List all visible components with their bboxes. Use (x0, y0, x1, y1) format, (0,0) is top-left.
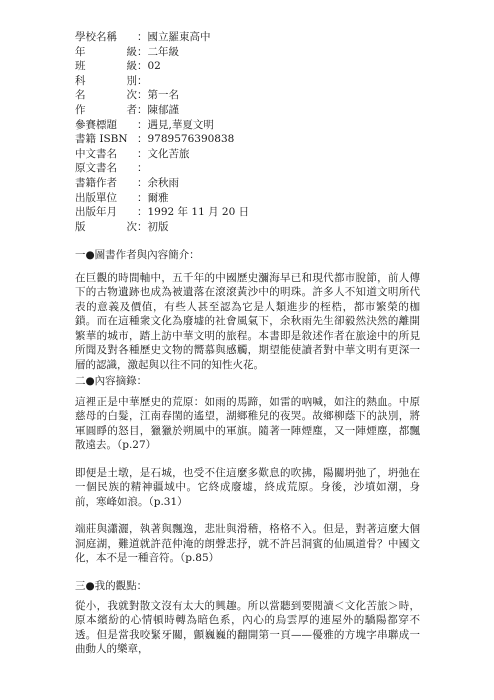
document-page (75, 30, 420, 670)
meta-value: 余秋雨 (147, 176, 179, 189)
meta-value: 遇見,華夏文明 (147, 118, 214, 131)
meta-edition: 版 次 ： 初版 (75, 220, 169, 233)
meta-value: 二年級 (147, 45, 179, 58)
meta-publisher: 出版單位 ： 爾雅 (75, 191, 169, 204)
meta-grade: 年 級 ： 二年級 (75, 45, 179, 58)
meta-label: 版 次 (75, 220, 137, 233)
meta-value: 1992 年 11 月 20 日 (147, 206, 250, 219)
meta-value: 國立羅東高中 (147, 31, 211, 43)
meta-value: 02 (147, 60, 161, 73)
meta-value: 第一名 (147, 89, 179, 102)
meta-label: 科 別 (75, 74, 137, 87)
meta-entry-title: 參賽標題 ： 遇見,華夏文明 (75, 118, 214, 131)
excerpt-paragraph: 端莊與瀟灑，執著與飄逸，悲壯與滑稽，格格不入。但是，對著這麼大個洞庭湖，難道就許范仲淹的朗聲悲抒，就不許呂洞賓的仙風道骨？中國文化，本不是一種音符。（p.85） (75, 523, 420, 565)
meta-label: 作 者 (75, 103, 137, 116)
meta-label: 出版單位 (75, 191, 117, 204)
excerpt-paragraph: 這裡正是中華歷史的荒原：如雨的馬蹄，如雷的吶喊，如注的熱血。中原慈母的白髮，江南春閨的遙望，湖鄉稚兒的夜哭。故鄉柳蔭下的訣別，將軍圓睜的怒目，獵獵於朔風中的軍旗。隨著一陣煙塵，又一陣煙塵，都飄散遠去。（p.27） (75, 395, 420, 452)
meta-label: 出版年月 (75, 206, 117, 219)
meta-isbn: 書籍 ISBN ： 9789576390838 (75, 133, 235, 146)
meta-value: 文化苦旅 (147, 147, 190, 160)
meta-label: 學校名稱 (75, 31, 117, 43)
meta-value: 初版 (147, 220, 169, 233)
meta-label: 名 次 (75, 89, 137, 102)
meta-publish-date: 出版年月 ： 1992 年 11 月 20 日 (75, 206, 250, 219)
intro-paragraph: 在巨觀的時間軸中，五千年的中國歷史瀰海早已和現代都市脫節，前人傳下的古物遺跡也成為被遺落在滾滾黃沙中的明珠。許多人不知道文明所代表的意義及價值，有些人甚至認為它是人類進步的桎梏，都市繁榮的枷鎖。而在這種衆文化為廢墟的社會風氣下，余秋雨先生卻毅然決然的離開繁華的城市，踏上訪中華文明的旅程。本書即是敘述作者在旅途中的所見所聞及對各種歷史文物的嚮慕與感觸，期望能使讀者對中華文明有更深一層的認識，激起與以往不同的知性火花。 (75, 271, 420, 371)
meta-original-title: 原文書名 ： (75, 162, 148, 175)
meta-department: 科 別 ： (75, 74, 148, 87)
metadata-block (75, 30, 420, 234)
meta-label: 班 級 (75, 60, 137, 73)
meta-value: 爾雅 (147, 191, 169, 204)
meta-book-author: 書籍作者 ： 余秋雨 (75, 176, 179, 189)
meta-class: 班 級 ： 02 (75, 60, 161, 73)
section-excerpt-heading: 二●內容摘錄： (75, 375, 148, 388)
meta-label: 書籍作者 (75, 176, 117, 189)
meta-label: 原文書名 (75, 162, 117, 175)
meta-author: 作 者 ： 陳郁謹 (75, 103, 179, 116)
section-opinion-heading: 三●我的觀點： (75, 579, 148, 592)
section-intro-heading: 一●圖書作者與內容簡介： (75, 249, 200, 262)
excerpt-paragraph: 即便是土墩，是石城，也受不住這麼多歎息的吹拂，陽關坍弛了，坍弛在一個民族的精神疆域中。它終成廢墟，終成荒原。身後，沙墳如潮，身前，寒峰如浪。（p.31） (75, 466, 420, 508)
meta-rank: 名 次 ： 第一名 (75, 89, 179, 102)
meta-value: 9789576390838 (147, 133, 235, 146)
meta-label: 年 級 (75, 45, 137, 58)
meta-school: 學校名稱 ： 國立羅東高中 (75, 31, 211, 43)
meta-chinese-title: 中文書名 ： 文化苦旅 (75, 147, 190, 160)
opinion-paragraph: 從小，我就對散文沒有太大的興趣。所以當聽到要閱讀＜文化苦旅＞時，原本繽紛的心情頓時轉為暗色系，內心的烏雲厚的連屋外的驕陽都穿不透。但是當我咬緊牙關，顫巍巍的翻開第一頁——優雅的方塊字串聯成一曲動人的樂章， (75, 600, 420, 656)
meta-label: 書籍 ISBN (75, 133, 128, 146)
meta-label: 參賽標題 (75, 118, 117, 131)
meta-value: 陳郁謹 (147, 103, 179, 116)
meta-label: 中文書名 (75, 147, 117, 160)
